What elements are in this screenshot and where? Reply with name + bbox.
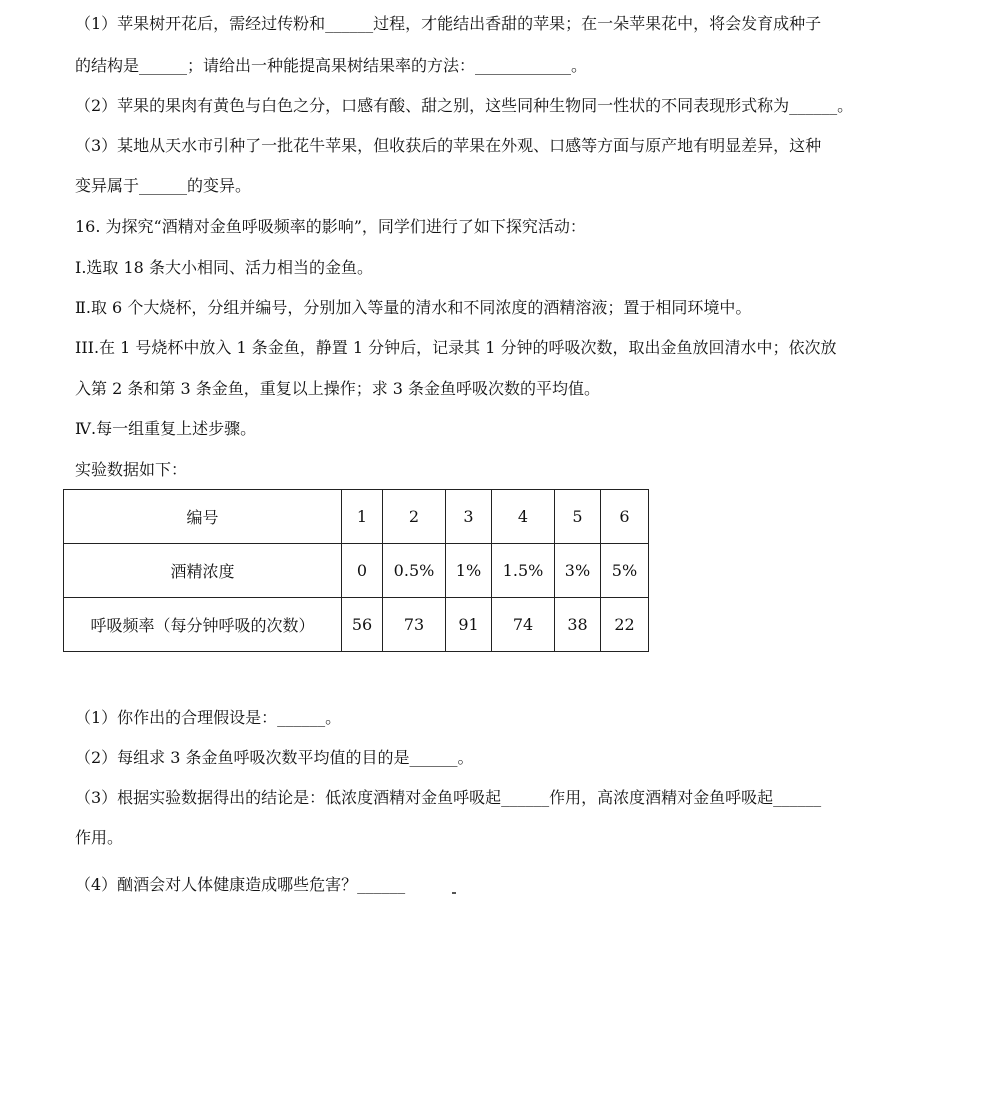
table-row-header: 酒精浓度 <box>64 544 342 598</box>
table-cell: 38 <box>555 598 601 652</box>
q16-part2: （2）每组求 3 条金鱼呼吸次数平均值的目的是______。 <box>75 748 474 767</box>
table-row-header: 呼吸频率（每分钟呼吸的次数） <box>64 598 342 652</box>
step-3-line1: III.在 1 号烧杯中放入 1 条金鱼，静置 1 分钟后，记录其 1 分钟的呼吸次数，取出金鱼放回清水中；依次放 <box>75 338 837 357</box>
data-table <box>63 489 649 652</box>
table-cell: 91 <box>446 598 492 652</box>
table-cell: 1.5% <box>492 544 555 598</box>
table-cell: 5 <box>555 490 601 544</box>
table-row <box>64 544 649 598</box>
table-intro: 实验数据如下： <box>75 460 188 479</box>
q16-part1: （1）你作出的合理假设是：______。 <box>75 708 342 727</box>
step-2: Ⅱ.取 6 个大烧杯，分组并编号，分别加入等量的清水和不同浓度的酒精溶液；置于相同环境中。 <box>75 298 752 317</box>
step-4: Ⅳ.每一组重复上述步骤。 <box>75 419 257 438</box>
step-3-line2: 入第 2 条和第 3 条金鱼，重复以上操作；求 3 条金鱼呼吸次数的平均值。 <box>75 379 601 398</box>
table-cell: 3 <box>446 490 492 544</box>
table-cell: 3% <box>555 544 601 598</box>
table-cell: 6 <box>601 490 649 544</box>
table-cell: 74 <box>492 598 555 652</box>
step-1: Ⅰ.选取 18 条大小相同、活力相当的金鱼。 <box>75 258 373 277</box>
table-cell: 1 <box>342 490 383 544</box>
table-cell: 1% <box>446 544 492 598</box>
q15-part3-line1: （3）某地从天水市引种了一批花牛苹果，但收获后的苹果在外观、口感等方面与原产地有明显差异，这种 <box>75 136 822 155</box>
q15-part3-line2: 变异属于______的变异。 <box>75 176 252 195</box>
table-cell: 0 <box>342 544 383 598</box>
table-cell: 56 <box>342 598 383 652</box>
table-row <box>64 490 649 544</box>
table-cell: 73 <box>383 598 446 652</box>
table-cell: 4 <box>492 490 555 544</box>
q16-part3-line2: 作用。 <box>75 828 124 847</box>
table-row <box>64 598 649 652</box>
table-cell: 0.5% <box>383 544 446 598</box>
q15-part2: （2）苹果的果肉有黄色与白色之分，口感有酸、甜之别，这些同种生物同一性状的不同表现形式称为______。 <box>75 96 854 115</box>
table-row-header: 编号 <box>64 490 342 544</box>
q16-part4: （4）酗酒会对人体健康造成哪些危害？______ <box>75 875 406 894</box>
table-cell: 5% <box>601 544 649 598</box>
q16-part3-line1: （3）根据实验数据得出的结论是：低浓度酒精对金鱼呼吸起______作用，高浓度酒精对金鱼呼吸起______ <box>75 788 822 807</box>
stray-mark <box>452 892 456 894</box>
q15-part1-line2: 的结构是______；请给出一种能提高果树结果率的方法：____________。 <box>75 56 588 75</box>
q15-part1-line1: （1）苹果树开花后，需经过传粉和______过程，才能结出香甜的苹果；在一朵苹果花中，将会发育成种子 <box>75 14 822 33</box>
table-cell: 2 <box>383 490 446 544</box>
q16-stem: 16. 为探究“酒精对金鱼呼吸频率的影响”，同学们进行了如下探究活动： <box>75 217 586 236</box>
table-cell: 22 <box>601 598 649 652</box>
